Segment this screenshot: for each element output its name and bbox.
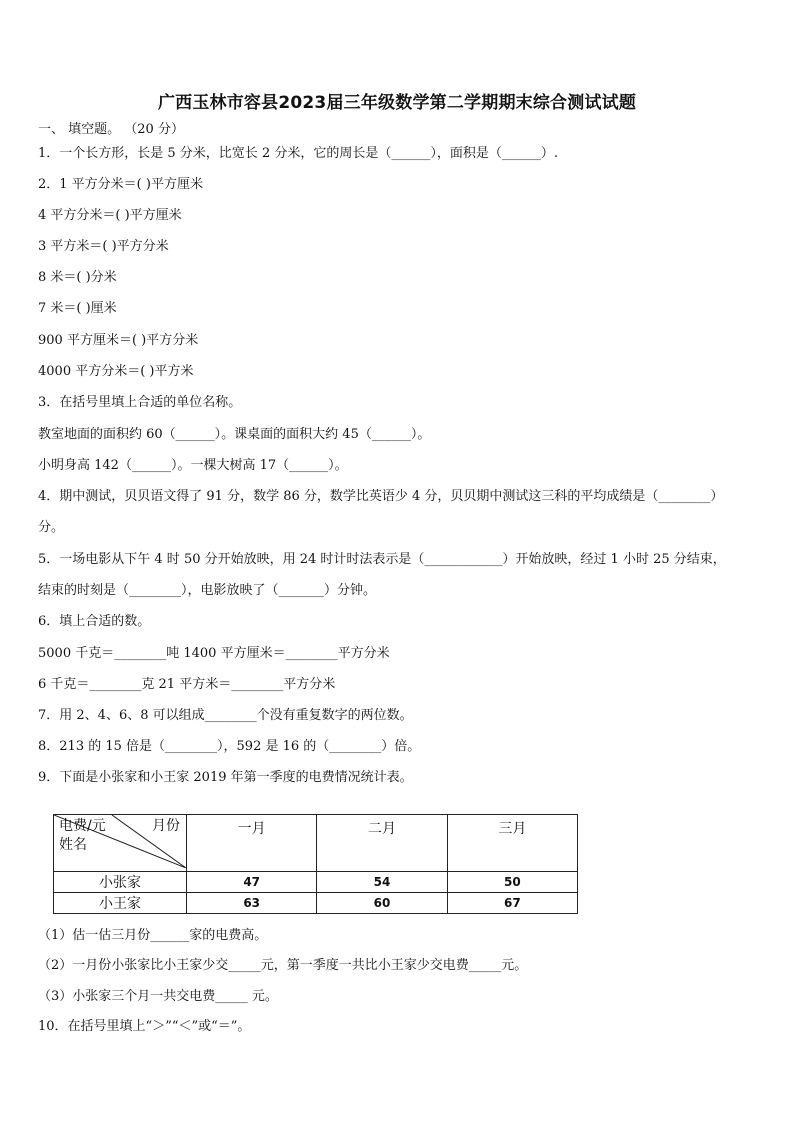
month-header-jan: 一月 [187,815,317,872]
question-3-line-2: 小明身高 142（______）。一棵大树高 17（______）。 [38,458,348,473]
table-row [54,893,578,914]
cell-value: 63 [187,893,317,914]
section-heading-fill-blanks: 一、 填空题。 （20 分） [38,122,184,137]
question-9-part-3: （3）小张家三个月一共交电费_____ 元。 [38,989,278,1004]
question-4: 4．期中测试，贝贝语文得了 91 分，数学 86 分，数学比英语少 4 分，贝贝期中测试这三科的平均成绩是（________） [38,489,724,504]
question-3: 3．在括号里填上合适的单位名称。 [38,395,242,410]
question-6-line-1: 5000 千克＝________吨 1400 平方厘米＝________平方分米 [38,646,390,661]
cell-value: 60 [317,893,447,914]
cell-value: 54 [317,872,447,893]
cell-value: 47 [187,872,317,893]
month-header-feb: 二月 [317,815,447,872]
corner-month-label: 月份 [152,818,180,834]
electricity-fee-table [53,814,578,914]
question-2-item-5: 7 米＝( )厘米 [38,301,117,316]
question-1: 1．一个长方形，长是 5 分米，比宽长 2 分米，它的周长是（______），面积是（______）. [38,146,558,161]
question-5: 5．一场电影从下午 4 时 50 分开始放映，用 24 时计时法表示是（____________）开始放映，经过 1 小时 25 分结束， [38,552,726,567]
question-2-item-3: 3 平方米＝( )平方分米 [38,239,169,254]
cell-value: 50 [447,872,577,893]
question-2-item-4: 8 米＝( )分米 [38,270,117,285]
question-2-item-6: 900 平方厘米＝( )平方分米 [38,333,199,348]
question-2-item-7: 4000 平方分米＝( )平方米 [38,364,194,379]
month-header-mar: 三月 [447,815,577,872]
corner-fee-label: 电费/元 [59,818,106,834]
row-name: 小张家 [54,872,187,893]
table-header-row [54,815,578,872]
diagonal-header-cell [54,815,187,872]
question-6-line-2: 6 千克＝________克 21 平方米＝________平方分米 [38,677,336,692]
question-2-item-2: 4 平方分米＝( )平方厘米 [38,208,182,223]
question-9-part-1: （1）估一估三月份______家的电费高。 [38,928,268,943]
row-name: 小王家 [54,893,187,914]
question-3-line-1: 教室地面的面积约 60（______）。课桌面的面积大约 45（______）。 [38,427,431,442]
question-4-cont: 分。 [38,520,65,535]
cell-value: 67 [447,893,577,914]
question-2-item-1: 2．1 平方分米＝( )平方厘米 [38,177,203,192]
question-5-cont: 结束的时刻是（________），电影放映了（_______）分钟。 [38,583,377,598]
table-row [54,872,578,893]
corner-name-label: 姓名 [59,837,87,853]
question-10: 10．在括号里填上“＞”“＜”或“＝”。 [38,1019,251,1034]
question-7: 7．用 2、4、6、8 可以组成________个没有重复数字的两位数。 [38,708,413,723]
question-9: 9．下面是小张家和小王家 2019 年第一季度的电费情况统计表。 [38,770,413,785]
question-6: 6．填上合适的数。 [38,614,151,629]
question-8: 8．213 的 15 倍是（________），592 是 16 的（________）倍。 [38,739,421,754]
question-9-part-2: （2）一月份小张家比小王家少交_____元，第一季度一共比小王家少交电费_____元。 [38,958,528,973]
page-title: 广西玉林市容县2023届三年级数学第二学期期末综合测试试题 [157,93,637,113]
